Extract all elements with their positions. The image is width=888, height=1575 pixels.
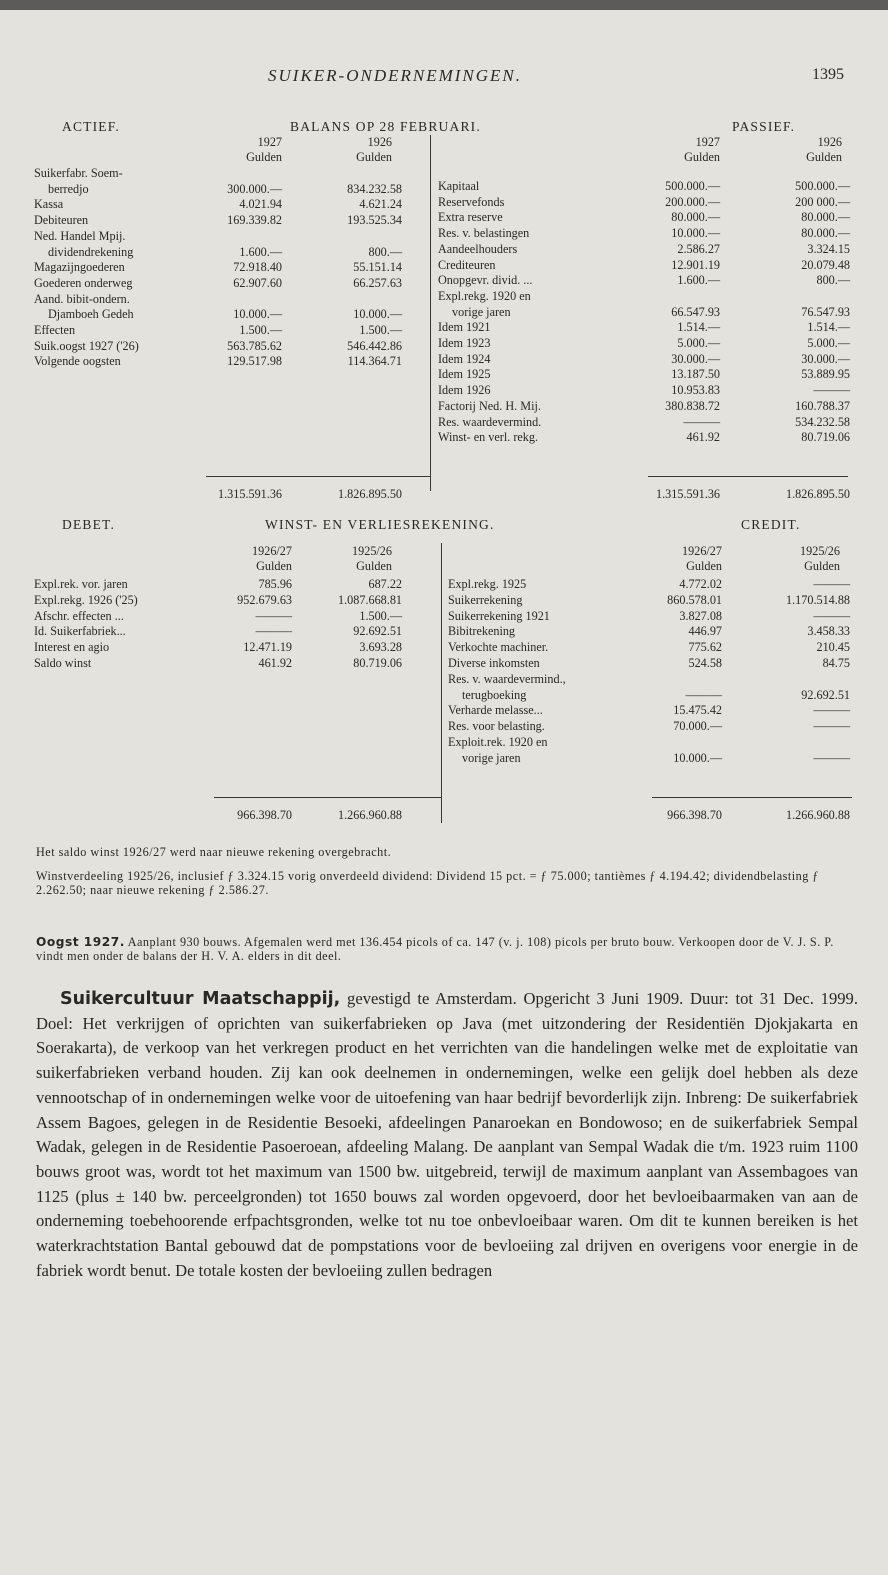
liability-row-label: Idem 1925 bbox=[438, 367, 491, 382]
asset-row-value-v1927: 10.000.— bbox=[233, 307, 282, 322]
liability-row-value-v1926: 1.514.— bbox=[807, 320, 850, 335]
credit-row-label: Suikerrekening bbox=[448, 592, 523, 607]
pl-year-a-right: 1926/27 bbox=[682, 544, 722, 558]
debit-row-value-a: 952.679.63 bbox=[237, 592, 292, 607]
credit-row-value-a: 3.827.08 bbox=[679, 608, 722, 623]
balance-total-right-1926: 1.826.895.50 bbox=[786, 487, 850, 501]
asset-row-value-v1927: 1.500.— bbox=[239, 323, 282, 337]
pl-year-b-left: 1925/26 bbox=[352, 544, 392, 558]
asset-row-value-v1926: 10.000.— bbox=[353, 307, 402, 322]
credit-row-value-b: ——— bbox=[813, 608, 850, 623]
liability-row-label: Onopgevr. divid. ... bbox=[438, 273, 533, 288]
liability-row-value-v1926: 3.324.15 bbox=[807, 241, 850, 256]
balance-unit-1926-left: Gulden bbox=[356, 150, 392, 164]
credit-row-value-a: 775.62 bbox=[688, 640, 722, 655]
debit-row-value-a: 785.96 bbox=[258, 577, 292, 591]
liability-row-label: Expl.rekg. 1920 en bbox=[438, 288, 531, 303]
liability-row-label: Crediteuren bbox=[438, 257, 496, 272]
credit-row-value-b: 84.75 bbox=[822, 656, 850, 670]
pl-title: WINST- EN VERLIESREKENING. bbox=[265, 517, 495, 532]
balance-total-left-1926: 1.826.895.50 bbox=[338, 487, 402, 501]
credit-row-label: Exploit.rek. 1920 en bbox=[448, 735, 548, 749]
company-name: Suikercultuur Maatschappij, bbox=[60, 989, 341, 1009]
debit-row-value-a: 12.471.19 bbox=[243, 640, 292, 655]
pl-total-left-b: 1.266.960.88 bbox=[338, 808, 402, 822]
balance-total-rule-left bbox=[206, 476, 430, 477]
liability-row-label: Res. waardevermind. bbox=[438, 414, 542, 429]
debit-row-label: Expl.rekg. 1926 ('25) bbox=[34, 592, 138, 607]
liability-row-label: Extra reserve bbox=[438, 210, 503, 225]
debit-row-value-a: ——— bbox=[255, 624, 292, 639]
credit-row-value-b: ——— bbox=[813, 719, 850, 734]
asset-row-label: Magazijngoederen bbox=[34, 260, 125, 275]
liability-row-value-v1927: 2.586.27 bbox=[677, 241, 720, 256]
asset-row-value-v1926: 4.621.24 bbox=[359, 197, 402, 212]
liability-row-value-v1926: 200 000.— bbox=[795, 194, 850, 209]
debit-row-value-b: 1.500.— bbox=[359, 608, 402, 623]
credit-row-label: Res. v. waardevermind., bbox=[448, 671, 566, 686]
liability-row-value-v1927: 10.953.83 bbox=[671, 383, 720, 398]
credit-row-label: Verharde melasse... bbox=[448, 703, 543, 718]
liability-row-value-v1927: 5.000.— bbox=[677, 336, 720, 350]
liability-row-value-v1926: 800.— bbox=[816, 273, 850, 288]
liability-row-value-v1926: ——— bbox=[813, 383, 850, 398]
liability-row-label: Idem 1923 bbox=[438, 336, 491, 350]
asset-row-label: dividendrekening bbox=[48, 244, 134, 259]
pl-total-rule-left bbox=[214, 797, 441, 798]
balance-unit-1926-right: Gulden bbox=[806, 150, 842, 164]
debit-row-value-b: 92.692.51 bbox=[353, 624, 402, 639]
asset-row-label: Ned. Handel Mpij. bbox=[34, 228, 126, 243]
credit-row-value-a: 4.772.02 bbox=[679, 577, 722, 591]
pl-left-label: DEBET. bbox=[62, 517, 116, 532]
asset-row-value-v1927: 4.021.94 bbox=[239, 197, 282, 212]
liability-row-value-v1926: 160.788.37 bbox=[795, 398, 850, 413]
liability-row-value-v1926: 76.547.93 bbox=[801, 304, 850, 319]
balance-year-1927-right: 1927 bbox=[695, 135, 720, 149]
balance-year-1926-left: 1926 bbox=[367, 135, 392, 149]
company-description: gevestigd te Amsterdam. Opgericht 3 Juni 1909. Duur: tot 31 Dec. 1999. Doel: Het verkrijgen of oprichten van suikerfabrieken op Java (met uitzondering der Residentiën Djokjakarta en Soerakarta), de verkoop van het verkregen product en het verrichten van die handelingen welke met de exploitatie van suikerfabrieken verband houden. Zij kan ook deelnemen in ondernemingen, welke een gelijk doel hebben als deze vennootschap of in ondernemingen welke voor de uitoefening van haar bedrijf bevorderlijk zijn. Inbreng: De suikerfabriek Assem Bagoes, gelegen in de Residentie Besoeki, afdeelingen Panaroekan en Bondowoso; en de suikerfabriek Sempal Wadak, gelegen in de Residentie Pasoeroean, afdeeling Malang. De aanplant van Sempal Wadak die t/m. 1923 ruim 1100 bouws groot was, wordt tot het maximum van 1500 bw. uitgebreid, terwijl de maximum aanplant van Assembagoes van 1125 (plus ± 140 bw. perceelgronden) tot 1650 bouws zal worden opgevoerd, door het bevloeibaarmaken van aan de onderneming toebehoorende erfpachtsgronden, welke tot nu toe onbevloeibaar waren. Om dit te kunnen bereiken is het waterkrachtstation Bantal gebouwd dat de pompstations voor de bevloeiing zal drijven en overigens voor energie in de fabriek wordt benut. De totale kosten der bevloeiing zullen bedragen bbox=[36, 989, 858, 1280]
credit-row-value-b: ——— bbox=[813, 703, 850, 718]
asset-row-label: Effecten bbox=[34, 323, 76, 337]
asset-row-value-v1927: 129.517.98 bbox=[227, 354, 282, 369]
credit-row-label: Diverse inkomsten bbox=[448, 656, 540, 670]
credit-row-value-b: ——— bbox=[813, 750, 850, 765]
asset-row-value-v1926: 114.364.71 bbox=[347, 354, 402, 369]
pl-total-right-b: 1.266.960.88 bbox=[786, 808, 850, 822]
balance-total-rule-right bbox=[648, 476, 848, 477]
pl-total-rule-right bbox=[652, 797, 852, 798]
asset-row-value-v1926: 193.525.34 bbox=[347, 213, 402, 228]
balance-total-left-1927: 1.315.591.36 bbox=[218, 487, 282, 501]
oogst-note bbox=[36, 935, 856, 963]
debit-row-label: Saldo winst bbox=[34, 656, 92, 670]
credit-row-label: vorige jaren bbox=[462, 750, 521, 765]
oogst-text: Aanplant 930 bouws. Afgemalen werd met 136.454 picols of ca. 147 (v. j. 108) picols per bruto bouw. Verkoopen door de V. J. S. P. vindt men onder de balans der H. V. A. elders in dit deel. bbox=[36, 935, 834, 963]
liability-row-value-v1927: 12.901.19 bbox=[671, 257, 720, 272]
pl-unit-a-left: Gulden bbox=[256, 559, 292, 573]
balance-left-label: ACTIEF. bbox=[62, 119, 120, 134]
pl-unit-b-right: Gulden bbox=[804, 559, 840, 573]
running-title: SUIKER-ONDERNEMINGEN. bbox=[268, 66, 523, 85]
balance-unit-1927-right: Gulden bbox=[684, 150, 720, 164]
liability-row-value-v1927: 461.92 bbox=[686, 430, 720, 445]
winstverdeeling-note: Winstverdeeling 1925/26, inclusief ƒ 3.324.15 vorig onverdeeld dividend: Dividend 15 pct. = ƒ 75.000; tantièmes ƒ 4.194.42; dividendbelasting ƒ 2.262.50; naar nieuwe rekening ƒ 2.586.27. bbox=[36, 869, 819, 897]
liability-row-value-v1926: 5.000.— bbox=[807, 336, 850, 350]
balance-year-1927-left: 1927 bbox=[257, 135, 282, 149]
pl-divider bbox=[441, 543, 442, 823]
asset-row-value-v1926: 834.232.58 bbox=[347, 181, 402, 196]
liability-row-label: Idem 1926 bbox=[438, 383, 491, 398]
debit-row-label: Afschr. effecten ... bbox=[34, 608, 124, 623]
credit-row-label: Verkochte machiner. bbox=[448, 640, 549, 655]
credit-row-value-b: ——— bbox=[813, 577, 850, 591]
asset-row-value-v1927: 1.600.— bbox=[239, 244, 282, 259]
liability-row-value-v1926: 80.719.06 bbox=[801, 430, 850, 445]
pl-year-a-left: 1926/27 bbox=[252, 544, 292, 558]
balance-divider bbox=[430, 135, 431, 491]
asset-row-value-v1927: 62.907.60 bbox=[233, 275, 282, 290]
debit-row-label: Interest en agio bbox=[34, 640, 110, 655]
pl-year-b-right: 1925/26 bbox=[800, 544, 840, 558]
pl-unit-a-right: Gulden bbox=[686, 559, 722, 573]
credit-row-label: Res. voor belasting. bbox=[448, 719, 545, 734]
liability-row-label: Winst- en verl. rekg. bbox=[438, 430, 539, 445]
asset-row-label: Debiteuren bbox=[34, 213, 89, 228]
asset-row-label: Djamboeh Gedeh bbox=[48, 307, 134, 322]
liability-row-label: Idem 1921 bbox=[438, 320, 491, 335]
pl-right-label: CREDIT. bbox=[741, 517, 801, 532]
liability-row-label: Kapitaal bbox=[438, 179, 480, 193]
asset-row-label: Goederen onderweg bbox=[34, 275, 133, 290]
asset-row-label: Suik.oogst 1927 ('26) bbox=[34, 338, 139, 353]
liability-row-label: Aandeelhouders bbox=[438, 241, 518, 256]
balance-right-label: PASSIEF. bbox=[732, 119, 796, 134]
liability-row-value-v1927: 380.838.72 bbox=[665, 398, 720, 413]
asset-row-label: Volgende oogsten bbox=[34, 354, 121, 369]
liability-row-label: Idem 1924 bbox=[438, 351, 491, 366]
credit-row-label: terugboeking bbox=[462, 687, 527, 702]
liability-row-value-v1926: 20.079.48 bbox=[801, 257, 850, 272]
debit-row-value-b: 80.719.06 bbox=[353, 656, 402, 670]
credit-row-value-b: 1.170.514.88 bbox=[786, 592, 850, 607]
liability-row-value-v1926: 500.000.— bbox=[795, 179, 850, 193]
credit-row-value-a: 860.578.01 bbox=[667, 592, 722, 607]
asset-row-label: Kassa bbox=[34, 197, 64, 212]
liability-row-value-v1927: 30.000.— bbox=[671, 351, 720, 366]
liability-row-value-v1926: 534.232.58 bbox=[795, 414, 850, 429]
asset-row-label: Aand. bibit-ondern. bbox=[34, 291, 130, 306]
liability-row-value-v1926: 53.889.95 bbox=[801, 367, 850, 382]
company-article bbox=[36, 987, 858, 1283]
credit-row-value-a: 70.000.— bbox=[673, 719, 722, 734]
asset-row-value-v1926: 66.257.63 bbox=[353, 275, 402, 290]
liability-row-value-v1926: 80.000.— bbox=[801, 210, 850, 225]
liability-row-label: Reservefonds bbox=[438, 194, 505, 209]
liability-row-value-v1927: ——— bbox=[683, 414, 720, 429]
credit-row-label: Suikerrekening 1921 bbox=[448, 608, 550, 623]
credit-row-value-a: 10.000.— bbox=[673, 750, 722, 765]
liability-row-value-v1927: 66.547.93 bbox=[671, 304, 720, 319]
liability-row-value-v1926: 30.000.— bbox=[801, 351, 850, 366]
balance-total-right-1927: 1.315.591.36 bbox=[656, 487, 720, 501]
debit-row-value-b: 1.087.668.81 bbox=[338, 592, 402, 607]
balance-unit-1927-left: Gulden bbox=[246, 150, 282, 164]
oogst-lead: Oogst 1927. bbox=[36, 935, 125, 949]
credit-row-value-a: 446.97 bbox=[688, 624, 722, 639]
credit-row-value-b: 3.458.33 bbox=[807, 624, 850, 639]
liability-row-label: Factorij Ned. H. Mij. bbox=[438, 398, 541, 413]
debit-row-label: Id. Suikerfabriek... bbox=[34, 624, 126, 639]
debit-row-value-a: ——— bbox=[255, 608, 292, 623]
liability-row-value-v1927: 13.187.50 bbox=[671, 367, 720, 382]
liability-row-value-v1926: 80.000.— bbox=[801, 226, 850, 241]
pl-total-left-a: 966.398.70 bbox=[237, 808, 292, 822]
credit-row-value-a: 15.475.42 bbox=[673, 703, 722, 718]
top-edge-band bbox=[0, 0, 888, 10]
balance-year-1926-right: 1926 bbox=[817, 135, 842, 149]
liability-row-label: vorige jaren bbox=[452, 304, 511, 319]
liability-row-value-v1927: 1.600.— bbox=[677, 273, 720, 288]
balance-title: BALANS OP 28 FEBRUARI. bbox=[290, 119, 481, 134]
asset-row-value-v1927: 300.000.— bbox=[227, 181, 282, 196]
liability-row-value-v1927: 200.000.— bbox=[665, 194, 720, 209]
asset-row-value-v1927: 563.785.62 bbox=[227, 338, 282, 353]
credit-row-label: Bibitrekening bbox=[448, 624, 516, 639]
asset-row-value-v1926: 1.500.— bbox=[359, 323, 402, 337]
asset-row-value-v1927: 72.918.40 bbox=[233, 260, 282, 275]
asset-row-value-v1927: 169.339.82 bbox=[227, 213, 282, 228]
pl-unit-b-left: Gulden bbox=[356, 559, 392, 573]
asset-row-label: Suikerfabr. Soem- bbox=[34, 166, 123, 180]
debit-row-value-b: 3.693.28 bbox=[359, 640, 402, 655]
credit-row-value-b: 210.45 bbox=[816, 640, 850, 655]
asset-row-value-v1926: 55.151.14 bbox=[353, 260, 402, 275]
pl-total-right-a: 966.398.70 bbox=[667, 808, 722, 822]
credit-row-value-b: 92.692.51 bbox=[801, 687, 850, 702]
saldo-note: Het saldo winst 1926/27 werd naar nieuwe rekening overgebracht. bbox=[36, 845, 392, 859]
liability-row-value-v1927: 80.000.— bbox=[671, 210, 720, 225]
liability-row-value-v1927: 500.000.— bbox=[665, 179, 720, 193]
debit-row-value-b: 687.22 bbox=[368, 577, 402, 591]
asset-row-label: berredjo bbox=[48, 181, 89, 196]
debit-row-label: Expl.rek. vor. jaren bbox=[34, 577, 128, 591]
debit-row-value-a: 461.92 bbox=[258, 656, 292, 670]
liability-row-label: Res. v. belastingen bbox=[438, 226, 530, 241]
asset-row-value-v1926: 800.— bbox=[368, 244, 402, 259]
page-number: 1395 bbox=[812, 66, 844, 83]
credit-row-label: Expl.rekg. 1925 bbox=[448, 577, 527, 591]
credit-row-value-a: 524.58 bbox=[688, 656, 722, 670]
asset-row-value-v1926: 546.442.86 bbox=[347, 338, 402, 353]
credit-row-value-a: ——— bbox=[685, 687, 722, 702]
liability-row-value-v1927: 1.514.— bbox=[677, 320, 720, 335]
liability-row-value-v1927: 10.000.— bbox=[671, 226, 720, 241]
